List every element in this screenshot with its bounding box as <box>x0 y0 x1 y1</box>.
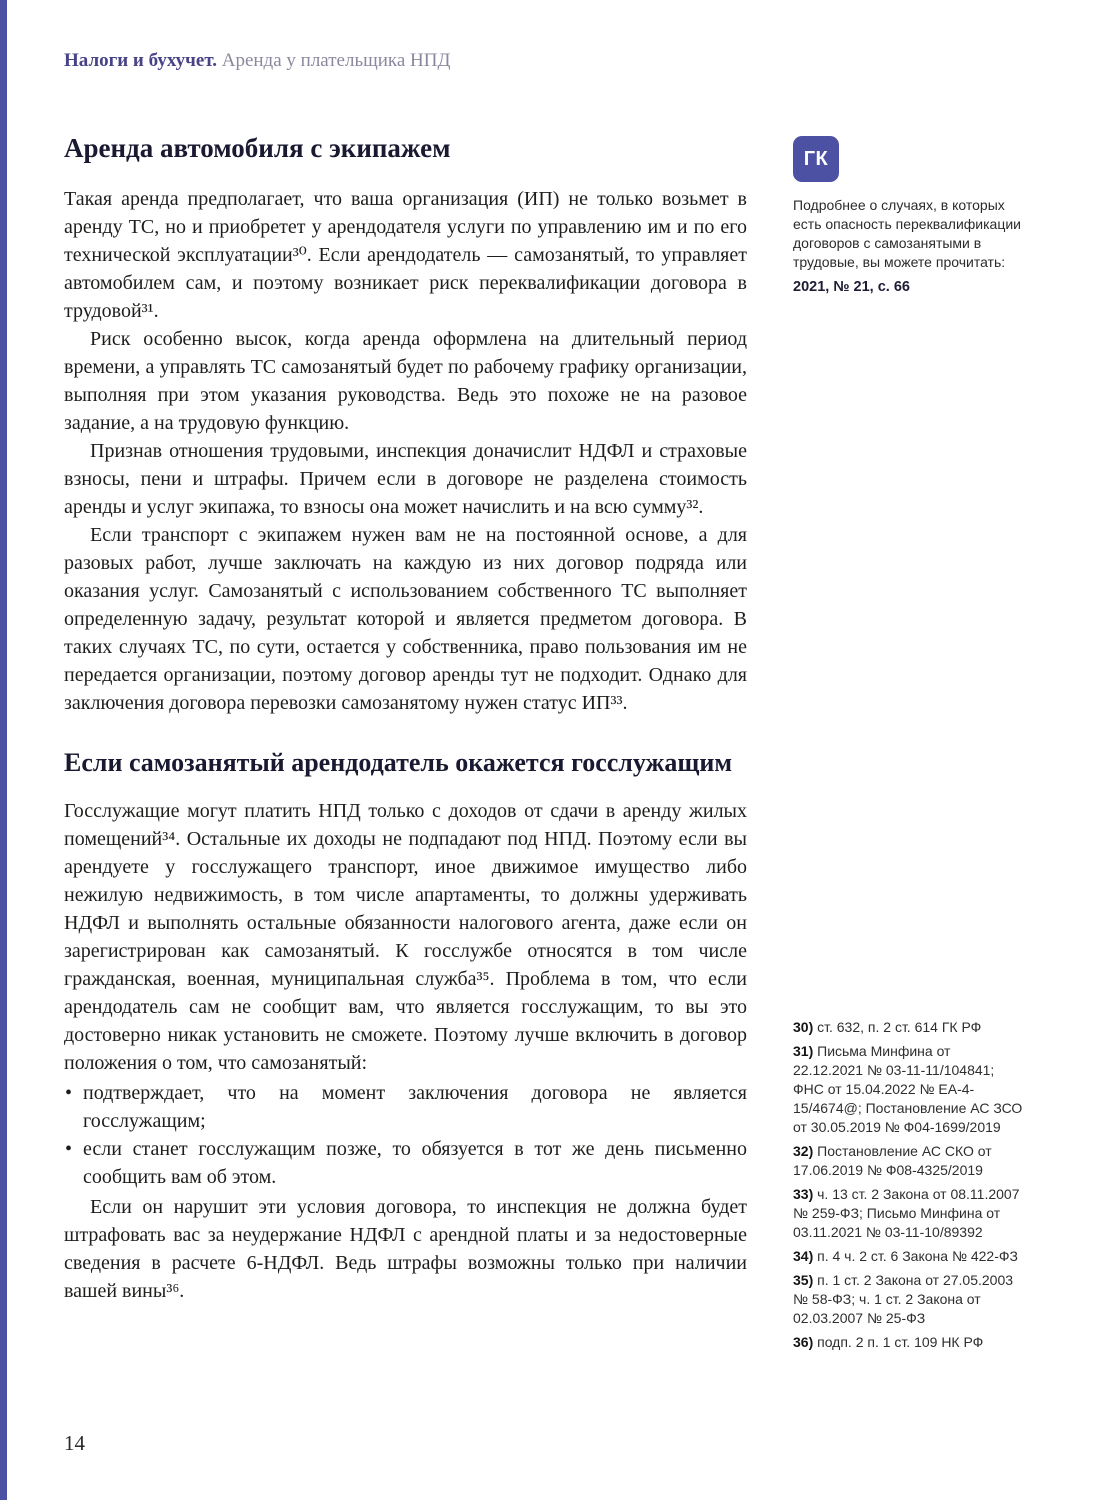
footnote-text: Постановление АС СКО от 17.06.2019 № Ф08-4325/2019 <box>793 1143 992 1178</box>
page-number: 14 <box>64 1431 85 1455</box>
footnote-text: п. 1 ст. 2 Закона от 27.05.2003 № 58-ФЗ; ч. 1 ст. 2 Закона от 02.03.2007 № 25-ФЗ <box>793 1272 1014 1326</box>
footnote <box>793 1333 1024 1352</box>
page-content <box>64 104 1024 1350</box>
article-paragraph: Если он нарушит эти условия договора, то инспекция не должна будет штрафовать вас за неудержание НДФЛ с арендной платы и за недостоверные сведения в расчете 6-НДФЛ. Ведь штрафы возможны только при наличии вашей вины³⁶. <box>64 1196 747 1302</box>
article-heading-2: Если самозанятый арендодатель окажется госслужащим <box>64 748 733 777</box>
footnote-text: ч. 13 ст. 2 Закона от 08.11.2007 № 259-ФЗ; Письмо Минфина от 03.11.2021 № 03-11-10/89392 <box>793 1186 1020 1240</box>
footnote-text: подп. 2 п. 1 ст. 109 НК РФ <box>817 1334 984 1350</box>
article-paragraph: Если транспорт с экипажем нужен вам не на постоянной основе, а для разовых работ, лучше заключать на каждую из них договор подряда или оказания услуг. Самозанятый с использованием собственного ТС выполняет определенную задачу, результат которой и является предметом договора. В таких случаях ТС, по сути, остается у собственника, право пользования им не передается организации, поэтому договор аренды тут не подходит. Однако для заключения договора перевозки самозанятому нужен статус ИП³³. <box>64 524 747 714</box>
footnote-number: 30) <box>793 1019 814 1035</box>
footnote <box>793 1142 1024 1180</box>
article-heading-1: Аренда автомобиля с экипажем <box>64 133 451 163</box>
article-paragraph: Госслужащие могут платить НПД только с доходов от сдачи в аренду жилых помещений³⁴. Остальные их доходы не подпадают под НПД. Поэтому если вы арендуете у госслужащего транспорт, иное движимое имущество либо нежилую недвижимость, в том числе апартаменты, то должны удерживать НДФЛ и выполнять остальные обязанности налогового агента, даже если он зарегистрирован как самозанятый. К госслужбе относятся в том числе гражданская, военная, муниципальная служба³⁵. Проблема в том, что если арендодатель сам не сообщит вам, что является госслужащим, то вы это достоверно никак установить не сможете. Поэтому лучше включить в договор положения о том, что самозанятый: <box>64 800 747 1074</box>
article-paragraph: Признав отношения трудовыми, инспекция доначислит НДФЛ и страховые взносы, пени и штрафы. Причем если в договоре не разделена стоимость аренды и услуг экипажа, то взносы она может начислить и на всю сумму³². <box>64 440 747 518</box>
sidebar-note-reference: 2021, № 21, с. 66 <box>793 279 910 295</box>
sidebar-column <box>793 104 1024 1350</box>
footnote-text: Письма Минфина от 22.12.2021 № 03-11-11/104841; ФНС от 15.04.2022 № ЕА-4-15/4674@; Постановление АС ЗСО от 30.05.2019 № Ф04-1699/2019 <box>793 1043 1023 1135</box>
bullet-list <box>64 1079 747 1191</box>
footnote-text: п. 4 ч. 2 ст. 6 Закона № 422-ФЗ <box>817 1248 1018 1264</box>
running-head <box>64 48 1024 74</box>
footnote-number: 36) <box>793 1334 814 1350</box>
footnote <box>793 1185 1024 1242</box>
footnote <box>793 1271 1024 1328</box>
footnote-text: ст. 632, п. 2 ст. 614 ГК РФ <box>817 1019 982 1035</box>
bullet-item: • подтверждает, что на момент заключения договора не является госслужащим; <box>64 1079 747 1135</box>
running-head-section: Налоги и бухучет. <box>64 50 217 71</box>
article-paragraph: Такая аренда предполагает, что ваша организация (ИП) не только возьмет в аренду ТС, но и приобретет у арендодателя услуги по управлению им и по его технической эксплуатации³⁰. Если арендодатель — самозанятый, то управляет автомобилем сам, и поэтому возникает риск переквалификации договора в трудовой³¹. <box>64 188 747 322</box>
sidebar-note: Подробнее о случаях, в которых есть опасность переквалификации договоров с самозанятыми в трудовые, вы можете прочитать: <box>793 197 1021 270</box>
bullet-item: • если станет госслужащим позже, то обязуется в тот же день письменно сообщить вам об этом. <box>64 1135 747 1191</box>
article-paragraph: Риск особенно высок, когда аренда оформлена на длительный период времени, а управлять ТС самозанятый будет по рабочему графику организации, выполняя при этом указания руководства. Ведь это похоже не на разовое задание, а на трудовую функцию. <box>64 328 747 434</box>
spine-accent-bar <box>0 0 7 1500</box>
footnote-number: 32) <box>793 1143 814 1159</box>
footnote <box>793 1042 1024 1137</box>
footnote-number: 34) <box>793 1248 814 1264</box>
footnote <box>793 1018 1024 1037</box>
article-column <box>64 104 747 1305</box>
footnote-number: 35) <box>793 1272 814 1288</box>
running-head-topic: Аренда у плательщика НПД <box>221 50 451 71</box>
gk-magazine-logo <box>793 136 839 182</box>
footnote-number: 31) <box>793 1043 814 1059</box>
gk-logo-text: ГК <box>803 147 829 170</box>
footnote <box>793 1247 1024 1266</box>
footnotes-block <box>793 1018 1024 1357</box>
footnote-number: 33) <box>793 1186 814 1202</box>
